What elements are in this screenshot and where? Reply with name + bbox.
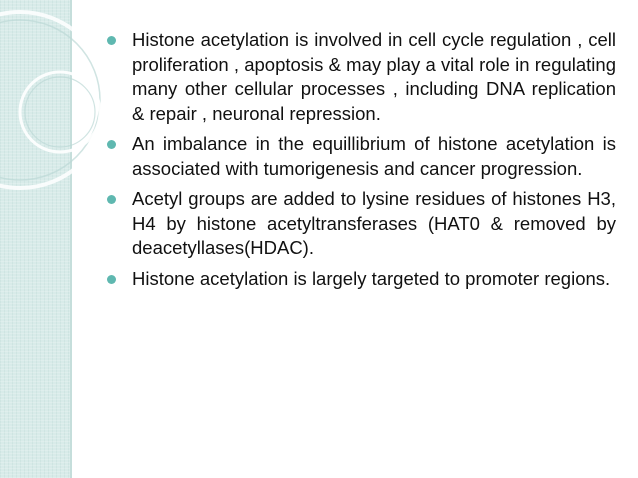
bullet-list [104,28,616,291]
decorative-ring-large [0,12,108,188]
bullet-text: Acetyl groups are added to lysine residues of histones H3, H4 by histone acetyltransferases (HAT0 & removed by deacetyllases(HDAC). [132,188,616,258]
bullet-dot-icon [107,140,116,149]
decorative-ring-inner [0,20,100,180]
bullet-item [104,132,616,181]
bullet-item [104,187,616,261]
decorative-ring-small [20,72,100,152]
bullet-dot-icon [107,36,116,45]
bullet-item [104,28,616,126]
bullet-text: An imbalance in the equillibrium of histone acetylation is associated with tumorigenesis and cancer progression. [132,133,616,179]
bullet-dot-icon [107,275,116,284]
bullet-dot-icon [107,195,116,204]
bullet-item [104,267,616,292]
slide-content [104,28,616,297]
bullet-text: Histone acetylation is involved in cell cycle regulation , cell proliferation , apoptosis & may play a vital role in regulating many other cellular processes , including DNA replication & repair , neuronal repression. [132,29,616,124]
decorative-ring-small-inner [25,77,95,147]
bullet-text: Histone acetylation is largely targeted to promoter regions. [132,267,611,289]
